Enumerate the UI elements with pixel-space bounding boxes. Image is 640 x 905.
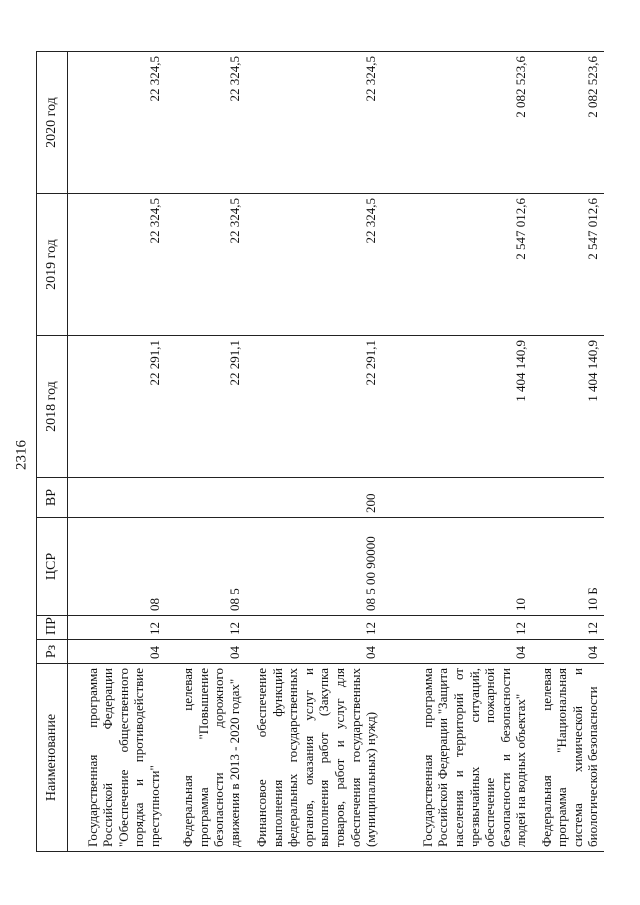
row-vr: 200 xyxy=(246,478,382,518)
row-2019: 22 324,5 xyxy=(68,194,166,336)
row-2020: 22 324,5 xyxy=(68,52,166,194)
row-2018: 22 291,1 xyxy=(68,336,166,478)
row-vr xyxy=(166,478,246,518)
header-2019: 2019 год xyxy=(37,194,68,336)
row-csr: 08 5 00 90000 xyxy=(246,518,382,616)
table-row xyxy=(68,52,166,852)
row-name: Государственная программа Российской Федерации "Защита населения и территорий от чрезвычайных ситуаций, обеспечение пожарной безопасности и безопасности людей на водных объектах" xyxy=(382,664,532,852)
header-2018: 2018 год xyxy=(37,336,68,478)
header-name: Наименование xyxy=(37,664,68,852)
row-2020: 22 324,5 xyxy=(166,52,246,194)
table-header-row xyxy=(37,52,68,852)
row-rz: 04 xyxy=(166,640,246,664)
row-2019: 22 324,5 xyxy=(166,194,246,336)
row-name: Федеральная целевая программа "Национальная система химической и биологической безопасности xyxy=(532,664,604,852)
header-vr: ВР xyxy=(37,478,68,518)
row-vr xyxy=(382,478,532,518)
row-pr: 12 xyxy=(532,616,604,640)
header-2020: 2020 год xyxy=(37,52,68,194)
row-2018: 22 291,1 xyxy=(166,336,246,478)
budget-table xyxy=(36,51,604,852)
row-2019: 2 547 012,6 xyxy=(382,194,532,336)
page-number: 2316 xyxy=(13,440,30,470)
row-name: Финансовое обеспечение выполнения функций федеральных государственных органов, оказания услуг и выполнения работ (Закупка товаров, работ и услуг для обеспечения государственных (муниципальных) нужд) xyxy=(246,664,382,852)
row-rz: 04 xyxy=(382,640,532,664)
row-2019: 22 324,5 xyxy=(246,194,382,336)
table-row xyxy=(532,52,604,852)
row-csr: 10 xyxy=(382,518,532,616)
budget-document xyxy=(36,52,604,852)
row-rz: 04 xyxy=(246,640,382,664)
row-vr xyxy=(532,478,604,518)
header-rz: Рз xyxy=(37,640,68,664)
header-csr: ЦСР xyxy=(37,518,68,616)
row-pr: 12 xyxy=(382,616,532,640)
row-rz: 04 xyxy=(532,640,604,664)
row-pr: 12 xyxy=(246,616,382,640)
row-name: Государственная программа Российской Федерации "Обеспечение общественного порядка и противодействие преступности" xyxy=(68,664,166,852)
row-2018: 1 404 140,9 xyxy=(532,336,604,478)
row-vr xyxy=(68,478,166,518)
row-pr: 12 xyxy=(68,616,166,640)
table-row xyxy=(246,52,382,852)
row-2020: 22 324,5 xyxy=(246,52,382,194)
table-row xyxy=(166,52,246,852)
row-pr: 12 xyxy=(166,616,246,640)
table-row xyxy=(382,52,532,852)
header-pr: ПР xyxy=(37,616,68,640)
row-2018: 1 404 140,9 xyxy=(382,336,532,478)
row-2020: 2 082 523,6 xyxy=(382,52,532,194)
row-rz: 04 xyxy=(68,640,166,664)
row-csr: 10 Б xyxy=(532,518,604,616)
row-2018: 22 291,1 xyxy=(246,336,382,478)
row-2019: 2 547 012,6 xyxy=(532,194,604,336)
row-csr: 08 5 xyxy=(166,518,246,616)
row-name: Федеральная целевая программа "Повышение безопасности дорожного движения в 2013 - 2020 годах" xyxy=(166,664,246,852)
row-2020: 2 082 523,6 xyxy=(532,52,604,194)
row-csr: 08 xyxy=(68,518,166,616)
